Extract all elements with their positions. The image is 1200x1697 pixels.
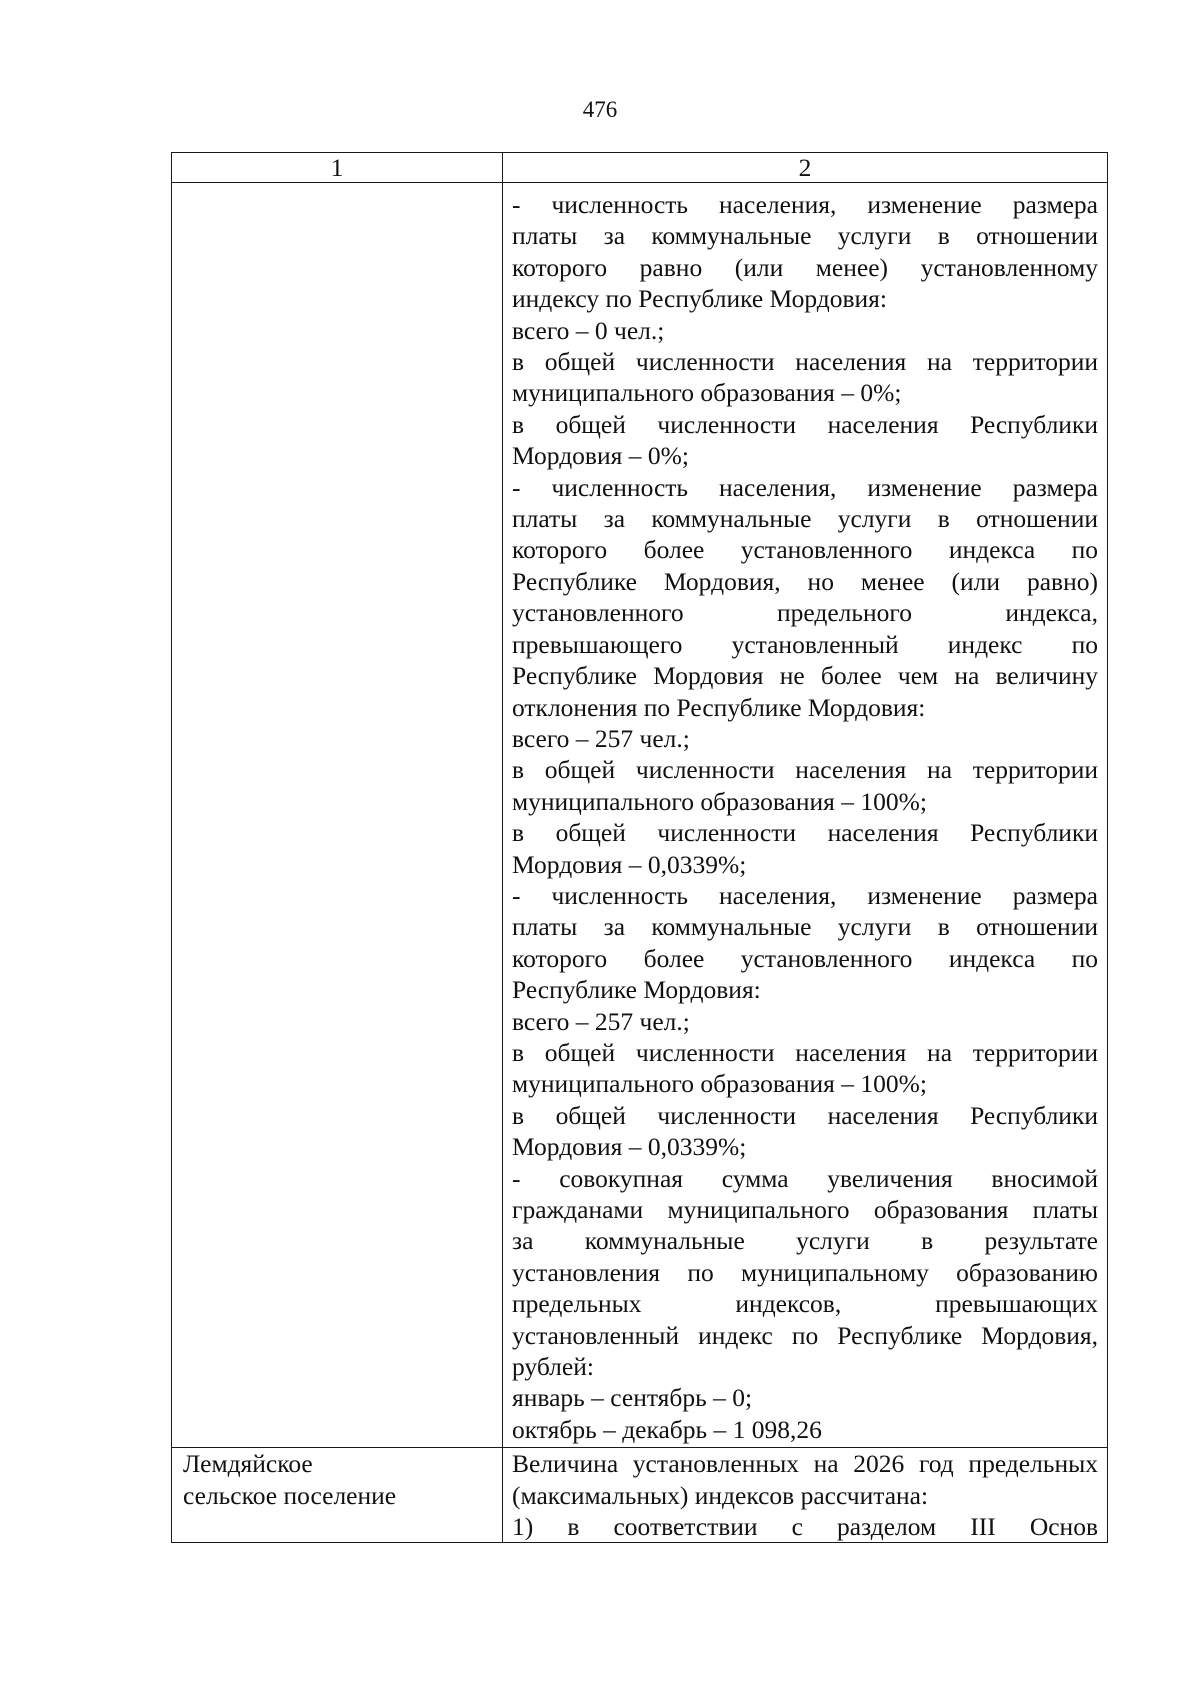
text-line: которого более установленного индекса по bbox=[512, 943, 1098, 973]
text-line: (максимальных) индексов рассчитана: bbox=[512, 1480, 929, 1510]
text-line: установленного предельного индекса, bbox=[512, 598, 1098, 628]
text-line: установленный индекс по Республике Мордовия, bbox=[512, 1320, 1098, 1350]
text-line: рублей: bbox=[512, 1352, 594, 1382]
table-header-row bbox=[172, 153, 1108, 183]
text-line: Мордовия – 0,0339%; bbox=[512, 849, 747, 879]
text-line: платы за коммунальные услуги в отношении bbox=[512, 912, 1098, 942]
text-line: всего – 257 чел.; bbox=[512, 1006, 690, 1036]
header-cell-2: 2 bbox=[503, 153, 1108, 183]
municipality-name-line: Лемдяйское bbox=[183, 1449, 313, 1479]
indicator-text-cell bbox=[503, 1448, 1108, 1543]
page-number: 476 bbox=[582, 97, 618, 122]
municipality-cell bbox=[172, 1448, 503, 1543]
table-row bbox=[172, 183, 1108, 1448]
text-line: в общей численности населения Республики bbox=[512, 409, 1098, 439]
text-line: октябрь – декабрь – 1 098,26 bbox=[512, 1414, 822, 1444]
text-line: за коммунальные услуги в результате bbox=[512, 1226, 1098, 1256]
text-line: всего – 257 чел.; bbox=[512, 723, 690, 753]
text-line: всего – 0 чел.; bbox=[512, 315, 665, 345]
text-line: платы за коммунальные услуги в отношении bbox=[512, 504, 1098, 534]
text-line: индексу по Республике Мордовия: bbox=[512, 284, 887, 314]
text-line: - численность населения, изменение размера bbox=[512, 190, 1098, 219]
text-line: Республике Мордовия, но менее (или равно) bbox=[512, 566, 1098, 596]
text-line: предельных индексов, превышающих bbox=[512, 1289, 1098, 1319]
indicator-text-cell bbox=[503, 183, 1108, 1448]
text-line: в общей численности населения на территории bbox=[512, 1037, 1098, 1067]
text-line: отклонения по Республике Мордовия: bbox=[512, 692, 926, 722]
text-line: Мордовия – 0%; bbox=[512, 441, 689, 471]
text-line: которого более установленного индекса по bbox=[512, 535, 1098, 565]
text-line: Величина установленных на 2026 год предельных bbox=[512, 1449, 1098, 1479]
text-line: в общей численности населения на территории bbox=[512, 347, 1098, 377]
header-cell-1: 1 bbox=[172, 153, 503, 183]
text-line: январь – сентябрь – 0; bbox=[512, 1383, 753, 1413]
text-line: в общей численности населения на территории bbox=[512, 755, 1098, 785]
table-row bbox=[172, 1448, 1108, 1543]
municipality-cell bbox=[172, 183, 503, 1448]
text-line: установления по муниципальному образованию bbox=[512, 1257, 1098, 1287]
municipality-name-line: сельское поселение bbox=[183, 1480, 397, 1510]
text-line: муниципального образования – 0%; bbox=[512, 378, 902, 408]
text-line: 1) в соответствии с разделом III Основ bbox=[512, 1512, 1098, 1542]
text-line: Республике Мордовия не более чем на величину bbox=[512, 661, 1098, 691]
text-line: которого равно (или менее) установленному bbox=[512, 252, 1098, 282]
text-line: - совокупная сумма увеличения вносимой bbox=[512, 1163, 1098, 1193]
text-line: платы за коммунальные услуги в отношении bbox=[512, 221, 1098, 251]
text-line: муниципального образования – 100%; bbox=[512, 1069, 927, 1099]
text-line: Мордовия – 0,0339%; bbox=[512, 1132, 747, 1162]
text-line: в общей численности населения Республики bbox=[512, 818, 1098, 848]
text-line: - численность населения, изменение размера bbox=[512, 472, 1098, 502]
text-line: - численность населения, изменение размера bbox=[512, 880, 1098, 910]
text-line: превышающего установленный индекс по bbox=[512, 629, 1098, 659]
text-line: Республике Мордовия: bbox=[512, 975, 761, 1005]
text-line: в общей численности населения Республики bbox=[512, 1100, 1098, 1130]
municipal-index-table bbox=[171, 152, 1108, 1543]
text-line: муниципального образования – 100%; bbox=[512, 786, 927, 816]
text-line: гражданами муниципального образования платы bbox=[512, 1195, 1098, 1224]
